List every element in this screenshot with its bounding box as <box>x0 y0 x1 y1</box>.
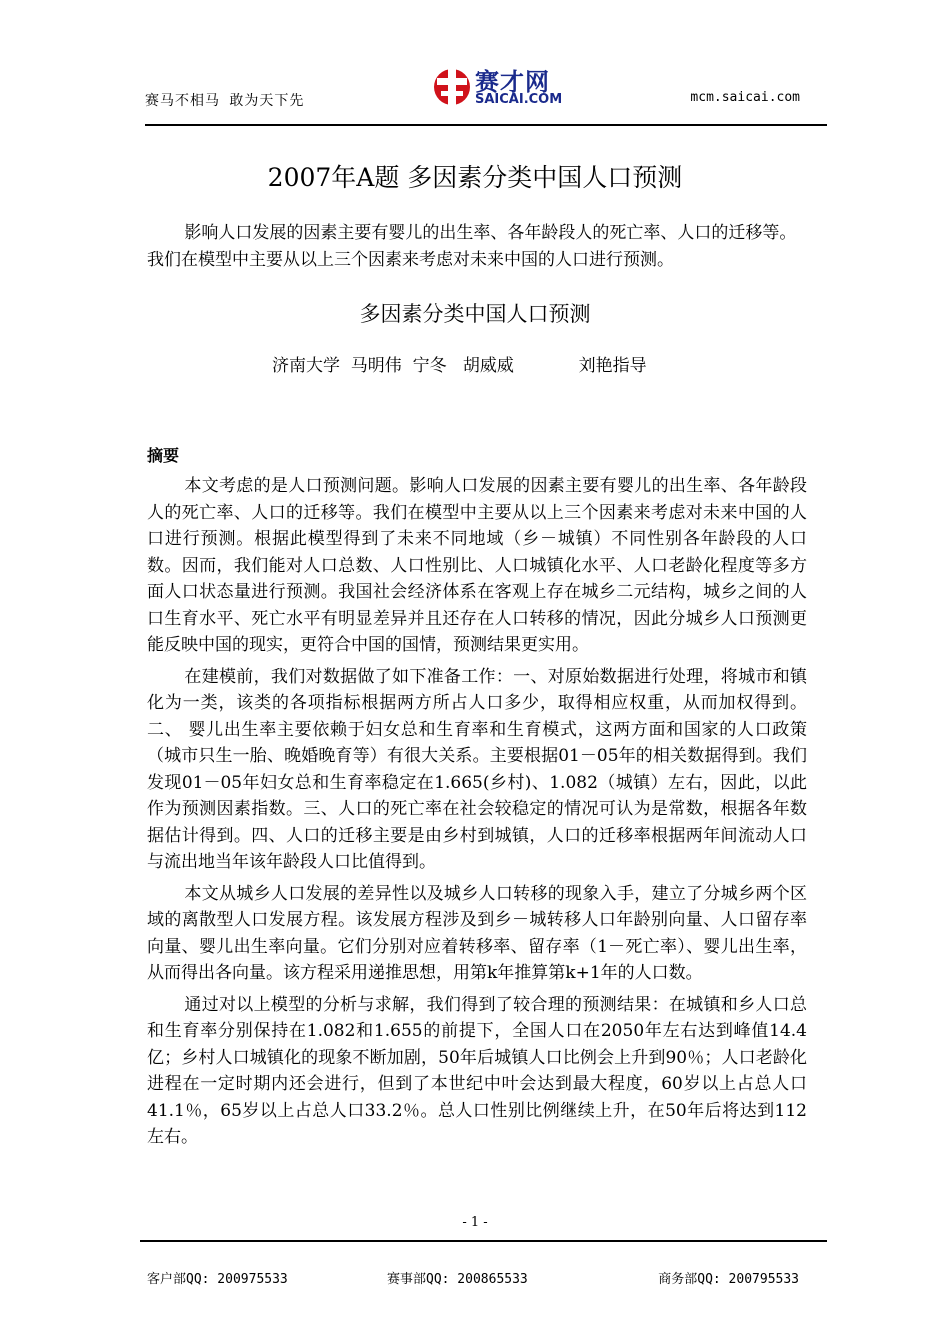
page-header <box>145 60 800 130</box>
page-footer <box>147 1268 799 1288</box>
abstract-heading: 摘要 <box>147 446 180 465</box>
footer-business-qq: 商务部QQ: 200795533 <box>658 1272 799 1287</box>
abstract-paragraph: 通过对以上模型的分析与求解，我们得到了较合理的预测结果：在城镇和乡人口总和生育率分别保持在1.082和1.655的前提下，全国人口在2050年左右达到峰值14.4亿；乡村人口城镇化的现象不断加剧，50年后城镇人口比例会上升到90％；人口老龄化进程在一定时期内还会进行，但到了本世纪中叶会达到最大程度，60岁以上占总人口41.1％，65岁以上占总人口33.2％。总人口性别比例继续上升，在50年后将达到112左右。 <box>147 994 807 1147</box>
saicai-logo-icon <box>433 64 471 110</box>
footer-divider <box>140 1240 827 1242</box>
author-line: 济南大学 马明伟 宁冬 胡威威 刘艳指导 <box>272 356 647 376</box>
logo-english-text: SAICAI.COM <box>475 92 563 107</box>
document-title: 2007年A题 多因素分类中国人口预测 <box>267 163 683 192</box>
header-divider <box>145 124 827 126</box>
intro-paragraph: 影响人口发展的因素主要有婴儿的出生率、各年龄段人的死亡率、人口的迁移等。我们在模型中主要从以上三个因素来考虑对未来中国的人口进行预测。 <box>147 223 797 270</box>
header-site-url[interactable]: mcm.saicai.com <box>690 90 800 105</box>
footer-customer-qq: 客户部QQ: 200975533 <box>147 1272 288 1287</box>
abstract-paragraph: 本文从城乡人口发展的差异性以及城乡人口转移的现象入手，建立了分城乡两个区域的离散型人口发展方程。该发展方程涉及到乡－城转移人口年龄别向量、人口留存率向量、婴儿出生率向量。它们分别对应着转移率、留存率（1－死亡率）、婴儿出生率，从而得出各向量。该方程采用递推思想，用第k年推算第k+1年的人口数。 <box>147 883 807 983</box>
header-slogan: 赛马不相马 敢为天下先 <box>145 93 305 109</box>
page-number: - 1 - <box>462 1215 488 1230</box>
paper-subtitle: 多因素分类中国人口预测 <box>359 302 591 326</box>
abstract-body <box>147 473 807 1156</box>
saicai-logo[interactable] <box>433 60 563 116</box>
abstract-paragraph: 在建模前，我们对数据做了如下准备工作：一、对原始数据进行处理，将城市和镇化为一类，该类的各项指标根据两方所占人口多少，取得相应权重，从而加权得到。二、 婴儿出生率主要依赖于妇女总和生育率和生育模式，这两方面和国家的人口政策（城市只生一胎、晚婚晚育等）有很大关系。主要根据01－05年的相关数据得到。我们发现01－05年妇女总和生育率稳定在1.665(乡村)、1.082（城镇）左右，因此，以此作为预测因素指数。三、人口的死亡率在社会较稳定的情况可认为是常数，根据各年数据估计得到。四、人口的迁移主要是由乡村到城镇，人口的迁移率根据两年间流动人口与流出地当年该年龄段人口比值得到。 <box>147 666 807 872</box>
logo-chinese-text: 赛才网 <box>475 68 550 96</box>
abstract-paragraph: 本文考虑的是人口预测问题。影响人口发展的因素主要有婴儿的出生率、各年龄段人的死亡率、人口的迁移等。我们在模型中主要从以上三个因素来考虑对未来中国的人口进行预测。根据此模型得到了未来不同地域（乡－城镇）不同性别各年龄段的人口数。因而，我们能对人口总数、人口性别比、人口城镇化水平、人口老龄化程度等多方面人口状态量进行预测。我国社会经济体系在客观上存在城乡二元结构，城乡之间的人口生育水平、死亡水平有明显差异并且还存在人口转移的情况，因此分城乡人口预测更能反映中国的现实，更符合中国的国情，预测结果更实用。 <box>147 476 807 655</box>
footer-events-qq: 赛事部QQ: 200865533 <box>387 1272 528 1287</box>
